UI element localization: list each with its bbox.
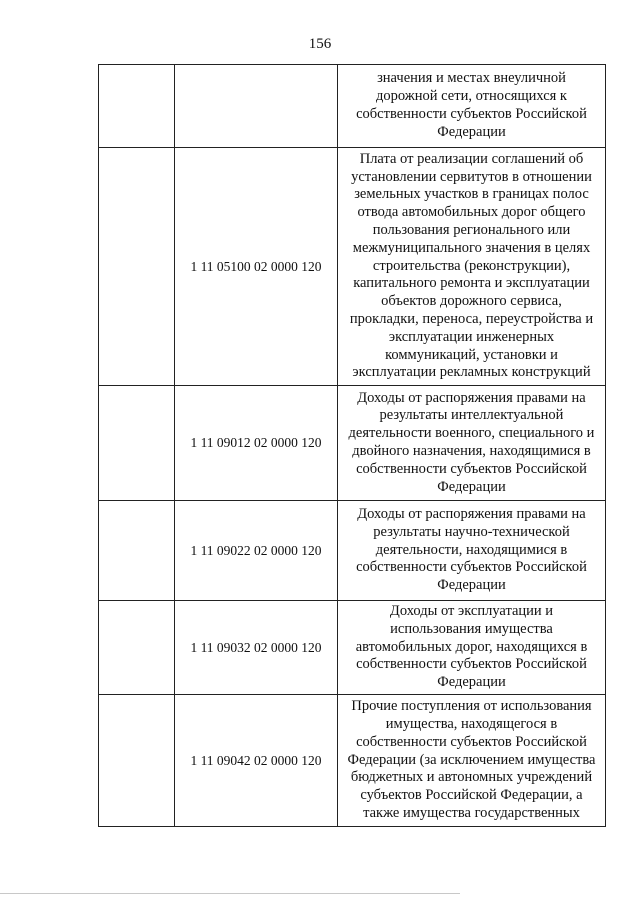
description-line: межмуниципального значения в целях: [352, 239, 591, 256]
table-row: [99, 386, 606, 501]
description-line: Плата от реализации соглашений об: [359, 150, 584, 167]
description-line: собственности субъектов Российской: [356, 106, 587, 122]
description-line: капитального ремонта и эксплуатации: [353, 275, 590, 292]
description-cell: [338, 148, 606, 386]
description-line: Федерации: [437, 577, 506, 594]
code-cell: 1 11 09022 02 0000 120: [175, 501, 338, 601]
description-line: эксплуатации инженерных: [388, 328, 555, 345]
description-line: установлении сервитутов в отношении: [351, 168, 592, 185]
description-line: Прочие поступления от использования: [351, 698, 592, 715]
scan-bottom-edge: [0, 893, 460, 894]
code-cell: 1 11 09042 02 0000 120: [175, 695, 338, 827]
description-line: деятельности военного, специального и: [348, 425, 595, 442]
description-line: использования имущества: [390, 620, 553, 637]
description-line: Федерации: [437, 674, 506, 691]
description-line: строительства (реконструкции),: [372, 257, 571, 274]
table-row: [99, 148, 606, 386]
description-line: Федерации (за исключением имущества: [347, 751, 596, 768]
empty-cell: [99, 695, 175, 827]
description-line: Федерации: [437, 123, 506, 140]
description-line: коммуникаций, установки и: [385, 346, 558, 363]
table-row: [99, 65, 606, 148]
code-cell: 1 11 09032 02 0000 120: [175, 601, 338, 695]
table-row: [99, 501, 606, 601]
description-line: земельных участков в границах полос: [354, 186, 589, 203]
code-cell: [175, 65, 338, 148]
description-line: Доходы от эксплуатации и: [389, 603, 554, 619]
page-number: 156: [308, 36, 332, 52]
description-line: значения и местах внеуличной: [377, 70, 566, 87]
description-line: бюджетных и автономных учреждений: [350, 769, 593, 786]
description-line: объектов дорожного сервиса,: [381, 293, 562, 310]
description-line: пользования регионального или: [372, 222, 571, 238]
empty-cell: [99, 601, 175, 695]
table-body: [99, 65, 606, 827]
code-cell: 1 11 05100 02 0000 120: [175, 148, 338, 386]
table-row: [99, 601, 606, 695]
description-cell: [338, 695, 606, 827]
budget-codes-table: [98, 64, 606, 827]
description-line: эксплуатации рекламных конструкций: [352, 364, 591, 381]
description-line: также имущества государственных: [363, 804, 580, 821]
code-cell: 1 11 09012 02 0000 120: [175, 386, 338, 501]
description-cell: [338, 501, 606, 601]
description-line: результаты научно-технической: [373, 523, 570, 540]
empty-cell: [99, 386, 175, 501]
empty-cell: [99, 65, 175, 148]
table-row: [99, 695, 606, 827]
description-cell: [338, 65, 606, 148]
description-line: Доходы от распоряжения правами на: [357, 506, 586, 522]
description-line: дорожной сети, относящихся к: [376, 88, 567, 105]
description-line: Доходы от распоряжения правами на: [357, 389, 586, 406]
description-line: имущества, находящегося в: [385, 716, 558, 732]
description-line: деятельности, находящимися в: [375, 541, 568, 558]
description-cell: [338, 386, 606, 501]
description-line: Федерации: [437, 478, 506, 495]
description-line: субъектов Российской Федерации, а: [360, 787, 583, 804]
description-cell: [338, 601, 606, 695]
description-line: собственности субъектов Российской: [356, 559, 587, 576]
description-line: автомобильных дорог, находящихся в: [355, 638, 588, 655]
description-line: собственности субъектов Российской: [356, 656, 587, 673]
empty-cell: [99, 501, 175, 601]
description-line: результаты интеллектуальной: [379, 407, 564, 424]
description-line: собственности субъектов Российской: [356, 733, 587, 750]
description-line: собственности субъектов Российской: [356, 460, 587, 477]
description-line: отвода автомобильных дорог общего: [357, 204, 586, 221]
empty-cell: [99, 148, 175, 386]
description-line: прокладки, переноса, переустройства и: [349, 310, 594, 327]
description-line: двойного назначения, находящимися в: [352, 443, 591, 459]
